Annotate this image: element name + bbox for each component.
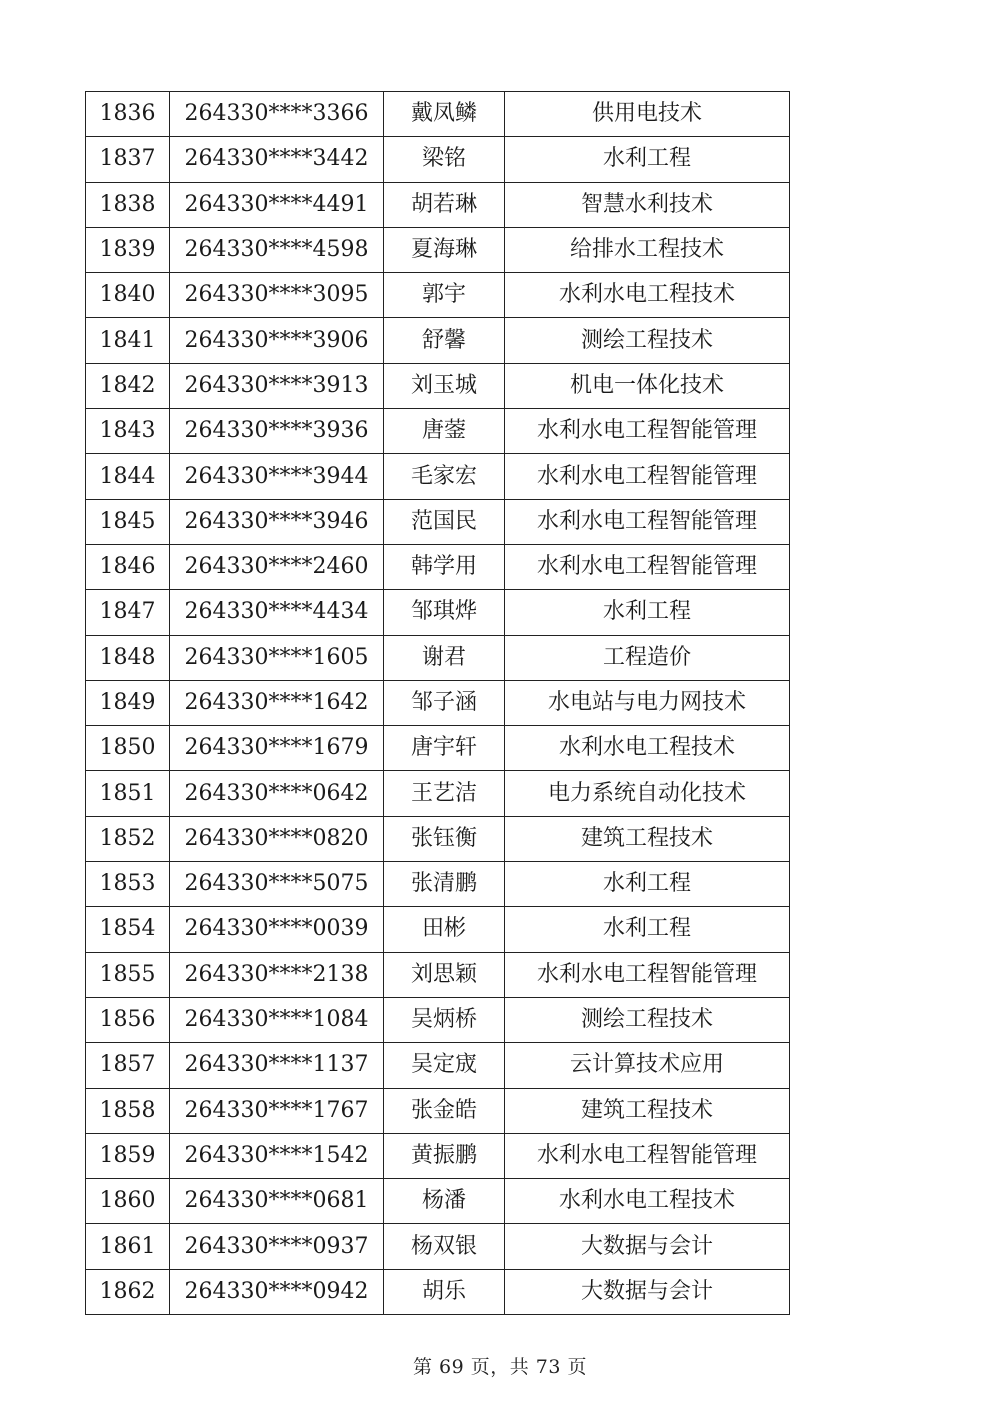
- row-number-cell: 1836: [86, 92, 170, 137]
- row-number-cell: 1838: [86, 182, 170, 227]
- row-number-cell: 1849: [86, 680, 170, 725]
- id-number-cell: 264330****0642: [170, 771, 384, 816]
- row-number-cell: 1837: [86, 137, 170, 182]
- table-row: [86, 363, 790, 408]
- row-number-cell: 1844: [86, 454, 170, 499]
- table-row: [86, 227, 790, 272]
- major-cell: 水利水电工程技术: [505, 273, 790, 318]
- student-name-cell: 张金皓: [384, 1088, 505, 1133]
- id-number-cell: 264330****4598: [170, 227, 384, 272]
- table-row: [86, 816, 790, 861]
- table-row: [86, 318, 790, 363]
- id-number-cell: 264330****2138: [170, 952, 384, 997]
- student-name-cell: 杨双银: [384, 1224, 505, 1269]
- student-name-cell: 邹琪烨: [384, 590, 505, 635]
- table-row: [86, 499, 790, 544]
- major-cell: 大数据与会计: [505, 1224, 790, 1269]
- table-row: [86, 1088, 790, 1133]
- student-name-cell: 刘思颖: [384, 952, 505, 997]
- student-name-cell: 张清鹏: [384, 862, 505, 907]
- row-number-cell: 1854: [86, 907, 170, 952]
- page-footer: 第 69 页，共 73 页: [412, 1356, 587, 1378]
- table-row: [86, 952, 790, 997]
- row-number-cell: 1842: [86, 363, 170, 408]
- student-name-cell: 夏海琳: [384, 227, 505, 272]
- student-name-cell: 张钰衡: [384, 816, 505, 861]
- row-number-cell: 1859: [86, 1133, 170, 1178]
- row-number-cell: 1852: [86, 816, 170, 861]
- id-number-cell: 264330****1084: [170, 997, 384, 1042]
- table-row: [86, 1043, 790, 1088]
- student-name-cell: 戴凤鳞: [384, 92, 505, 137]
- row-number-cell: 1862: [86, 1269, 170, 1314]
- major-cell: 水利工程: [505, 862, 790, 907]
- row-number-cell: 1858: [86, 1088, 170, 1133]
- roster-body: [86, 92, 790, 1315]
- student-roster-table: [85, 91, 790, 1315]
- id-number-cell: 264330****0820: [170, 816, 384, 861]
- major-cell: 水利水电工程智能管理: [505, 1133, 790, 1178]
- major-cell: 水利水电工程智能管理: [505, 409, 790, 454]
- major-cell: 电力系统自动化技术: [505, 771, 790, 816]
- id-number-cell: 264330****3913: [170, 363, 384, 408]
- table-row: [86, 273, 790, 318]
- table-row: [86, 544, 790, 589]
- row-number-cell: 1845: [86, 499, 170, 544]
- student-name-cell: 舒馨: [384, 318, 505, 363]
- student-name-cell: 邹子涵: [384, 680, 505, 725]
- major-cell: 建筑工程技术: [505, 816, 790, 861]
- major-cell: 水利水电工程技术: [505, 726, 790, 771]
- major-cell: 云计算技术应用: [505, 1043, 790, 1088]
- student-name-cell: 王艺洁: [384, 771, 505, 816]
- major-cell: 水电站与电力网技术: [505, 680, 790, 725]
- id-number-cell: 264330****3906: [170, 318, 384, 363]
- id-number-cell: 264330****0942: [170, 1269, 384, 1314]
- row-number-cell: 1846: [86, 544, 170, 589]
- table-row: [86, 771, 790, 816]
- row-number-cell: 1856: [86, 997, 170, 1042]
- id-number-cell: 264330****1137: [170, 1043, 384, 1088]
- id-number-cell: 264330****4491: [170, 182, 384, 227]
- student-name-cell: 吴炳桥: [384, 997, 505, 1042]
- major-cell: 水利工程: [505, 137, 790, 182]
- major-cell: 测绘工程技术: [505, 997, 790, 1042]
- row-number-cell: 1847: [86, 590, 170, 635]
- major-cell: 水利水电工程智能管理: [505, 499, 790, 544]
- major-cell: 建筑工程技术: [505, 1088, 790, 1133]
- id-number-cell: 264330****0039: [170, 907, 384, 952]
- student-name-cell: 胡乐: [384, 1269, 505, 1314]
- student-name-cell: 唐蓥: [384, 409, 505, 454]
- id-number-cell: 264330****3946: [170, 499, 384, 544]
- major-cell: 机电一体化技术: [505, 363, 790, 408]
- id-number-cell: 264330****3944: [170, 454, 384, 499]
- table-row: [86, 1133, 790, 1178]
- table-row: [86, 1224, 790, 1269]
- major-cell: 工程造价: [505, 635, 790, 680]
- student-name-cell: 田彬: [384, 907, 505, 952]
- student-name-cell: 唐宇轩: [384, 726, 505, 771]
- id-number-cell: 264330****1679: [170, 726, 384, 771]
- student-name-cell: 韩学用: [384, 544, 505, 589]
- major-cell: 水利水电工程智能管理: [505, 454, 790, 499]
- student-name-cell: 郭宇: [384, 273, 505, 318]
- table-row: [86, 862, 790, 907]
- id-number-cell: 264330****1642: [170, 680, 384, 725]
- id-number-cell: 264330****1605: [170, 635, 384, 680]
- table-row: [86, 182, 790, 227]
- table-row: [86, 726, 790, 771]
- row-number-cell: 1860: [86, 1179, 170, 1224]
- id-number-cell: 264330****0937: [170, 1224, 384, 1269]
- table-row: [86, 454, 790, 499]
- major-cell: 大数据与会计: [505, 1269, 790, 1314]
- student-name-cell: 杨潘: [384, 1179, 505, 1224]
- row-number-cell: 1853: [86, 862, 170, 907]
- table-row: [86, 1269, 790, 1314]
- row-number-cell: 1857: [86, 1043, 170, 1088]
- major-cell: 水利工程: [505, 907, 790, 952]
- row-number-cell: 1855: [86, 952, 170, 997]
- table-row: [86, 635, 790, 680]
- table-row: [86, 907, 790, 952]
- student-name-cell: 谢君: [384, 635, 505, 680]
- table-row: [86, 92, 790, 137]
- student-name-cell: 黄振鹏: [384, 1133, 505, 1178]
- row-number-cell: 1839: [86, 227, 170, 272]
- student-name-cell: 刘玉城: [384, 363, 505, 408]
- table-row: [86, 137, 790, 182]
- row-number-cell: 1841: [86, 318, 170, 363]
- major-cell: 水利水电工程智能管理: [505, 544, 790, 589]
- student-name-cell: 毛家宏: [384, 454, 505, 499]
- id-number-cell: 264330****2460: [170, 544, 384, 589]
- table-row: [86, 680, 790, 725]
- id-number-cell: 264330****0681: [170, 1179, 384, 1224]
- row-number-cell: 1840: [86, 273, 170, 318]
- major-cell: 水利水电工程智能管理: [505, 952, 790, 997]
- student-name-cell: 范国民: [384, 499, 505, 544]
- id-number-cell: 264330****3366: [170, 92, 384, 137]
- table-row: [86, 1179, 790, 1224]
- table-row: [86, 590, 790, 635]
- major-cell: 测绘工程技术: [505, 318, 790, 363]
- table-row: [86, 997, 790, 1042]
- row-number-cell: 1848: [86, 635, 170, 680]
- id-number-cell: 264330****3095: [170, 273, 384, 318]
- id-number-cell: 264330****1542: [170, 1133, 384, 1178]
- id-number-cell: 264330****3442: [170, 137, 384, 182]
- id-number-cell: 264330****4434: [170, 590, 384, 635]
- row-number-cell: 1851: [86, 771, 170, 816]
- major-cell: 供用电技术: [505, 92, 790, 137]
- table-row: [86, 409, 790, 454]
- row-number-cell: 1843: [86, 409, 170, 454]
- id-number-cell: 264330****1767: [170, 1088, 384, 1133]
- id-number-cell: 264330****3936: [170, 409, 384, 454]
- student-name-cell: 梁铭: [384, 137, 505, 182]
- major-cell: 给排水工程技术: [505, 227, 790, 272]
- row-number-cell: 1850: [86, 726, 170, 771]
- major-cell: 水利水电工程技术: [505, 1179, 790, 1224]
- major-cell: 水利工程: [505, 590, 790, 635]
- student-name-cell: 胡若琳: [384, 182, 505, 227]
- student-name-cell: 吴定宬: [384, 1043, 505, 1088]
- id-number-cell: 264330****5075: [170, 862, 384, 907]
- major-cell: 智慧水利技术: [505, 182, 790, 227]
- row-number-cell: 1861: [86, 1224, 170, 1269]
